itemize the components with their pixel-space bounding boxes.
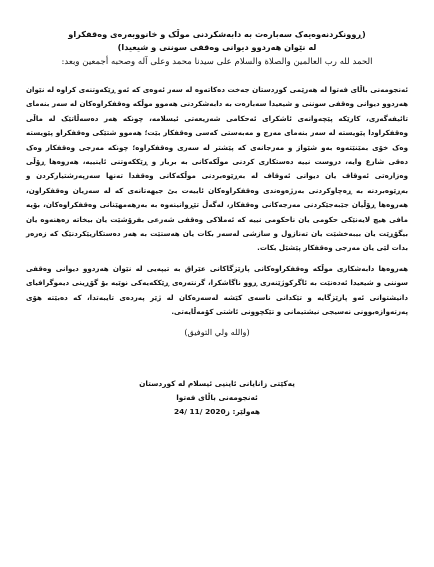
document-title-line2: لە نێوان هەردوو دیوانی وەقفی سوننی و شیعیدا)	[117, 42, 317, 52]
signature-council: ئەنجومەنی باڵای فەتوا	[176, 392, 258, 402]
signature-organization: یەکێتی زانایانی ئاینیی ئیسلام لە کوردستان	[139, 378, 295, 388]
arabic-greeting: الحمد لله رب العالمين والصلاة والسلام على سيدنا محمد وعلى آله وصحبه أجمعين وبعد:	[61, 57, 373, 67]
date-label: هەولێر:	[232, 406, 261, 416]
date-line	[26, 405, 408, 419]
document-title-line1: (ڕوونکردنەوەیەک سەبارەت بە دابەشکردنی موڵک و خانووبەرەی وەقفکراو	[68, 29, 366, 39]
body-paragraph-1: ئەنجومەنی باڵای فەتوا لە هەرێمی کوردستان جەخت دەکاتەوە لە سەر ئەوەی کە ئەو ڕێکەوتنەی کراوە لە نێوان هەردوو دیوانی وەقفی سوننی و شیعیدا سەبارەت بە دابەشکردنی هەموو موڵکە وەقفکراوەکان لە سەر بنەمای تائیفەگەری، کارێکە پێچەوانەی ئاشکرای ئەحکامی شەریعەتی ئیسلامە، چونکە هەر دەسەڵاتێک لە ماڵی وەقفکراودا پێویستە لە سەر بنەمای مەرج و مەبەستی کەسی وەقفکار بێت؛ هەموو شتێکی وەقفکراو پێویستە وەک خۆی بمێنێتەوە بەو شێواز و مەرجانەی کە پێشتر لە سەری وەقفکراوە؛ چونکە مەرجی وەقفکار وەک دەقی شارع وایە، دروست نییە دەستکاری کردنی موڵکەکانی بە بریار و ڕێککەوتنی ئاینییە، هەروەها ڕۆڵی وەزارەتی ئەوقاف یان دیوانی ئەوقاف لە بەڕێوەبردنی موڵکەکانی وەقفدا تەنها سەرپەرشتیارکردن و بەڕێوەبردنە بە ڕەچاوکردنی بەرژەوەندی وەقفکراوەکان ئاییەت بێ جیهەتانەی کە لە سەریان وەقفکراون، هەروەها ڕۆڵیان جێبەجێکردنی مەرجەکانی وەقفکار، لەگەڵ تێڕوانینەوە بە بەرهەمهێنانی وەقفکراوەکان، بۆیە مافی هیچ لایەنێکی حکومی یان ناحکومی نییە کە ئەملاکی وەقفی شەرعی بفرۆشێت یان بیخاتە رەهنەوە یان بیگۆڕێت یان بیبەخشێت یان تەنازول و سازشی لەسەر بکات یان هەستێت بە هەر دەستکاریێکردنێک کە زەرەر بدات لێی یان مەرجی وەقفکار پێشێل بکات.	[26, 85, 408, 253]
closing-phrase: (والله ولي التوفيق)	[184, 326, 250, 337]
date-value: 24/ 11/ 2020ز	[173, 406, 230, 416]
body-paragraph-2: هەروەها دابەشکاری موڵکە وەقفکراوەکانی پارێزگاکانی عێراق بە تیپەیی لە نێوان هەردوو دیوانی وەقفی سوننی و شیعیدا ئەدەنێت بە ئاگرکوژێنەری ڕوو ناگاشکرا، گرنتەرەی ڕێککەیەکی نوێیە بۆ گۆڕینی دیموگرافیای دانیشتوانی ئەو پارێزگایە و تێکدانی ناسەی کێشە لەسەرەکان لە ژێر پەردەی تایبەتدا، کە دەبێتە هۆی پەرتەوازەبوونی نەسیجی نیشتیمانی و تێکچوونی ئاشتی کۆمەڵایەتی.	[26, 263, 408, 317]
